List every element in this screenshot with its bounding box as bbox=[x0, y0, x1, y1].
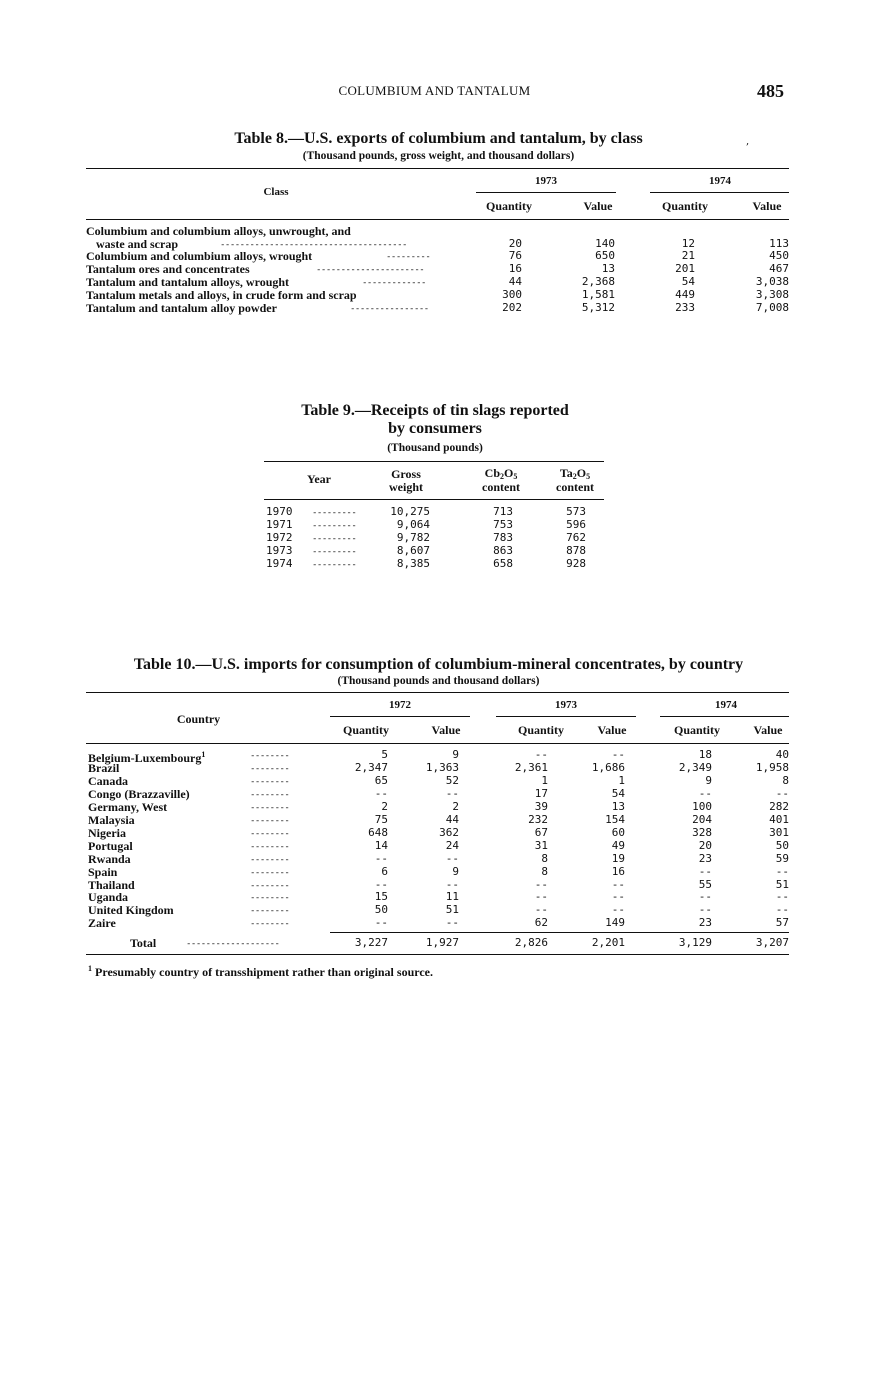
table10-title: Table 10.—U.S. imports for consumption of columbium-mineral concentrates, by country bbox=[133, 656, 744, 673]
table10-cell: 55 bbox=[698, 877, 712, 891]
table10-col-val: Value bbox=[597, 723, 627, 737]
leader-dots: -------- bbox=[250, 841, 290, 852]
table8-cell: 140 bbox=[595, 237, 615, 250]
table10-total-cell: 1,927 bbox=[425, 936, 459, 949]
table10-cell: 11 bbox=[445, 890, 459, 904]
table8-col-val-1974: Value bbox=[752, 199, 782, 213]
table9-col-content-cb: content bbox=[482, 480, 520, 494]
table9-cell: 762 bbox=[566, 531, 586, 544]
country-name: Congo (Brazzaville) bbox=[88, 786, 190, 801]
table10-cell: -- bbox=[374, 851, 388, 865]
table10-total-cell: 3,207 bbox=[755, 936, 789, 949]
table10-cell: 23 bbox=[698, 851, 712, 865]
table10-cell: 1,686 bbox=[591, 760, 625, 774]
table10-cell: -- bbox=[775, 786, 789, 800]
country-name: Thailand bbox=[88, 877, 135, 892]
table8-title: Table 8.—U.S. exports of columbium and tantalum, by class bbox=[234, 130, 643, 147]
country-name: Uganda bbox=[88, 890, 129, 905]
table10-country-label bbox=[88, 917, 116, 930]
table10-cell: 14 bbox=[374, 838, 388, 852]
table10-country-label bbox=[88, 853, 131, 866]
leader-dots: --------- bbox=[386, 252, 431, 262]
leader-dots: --------- bbox=[312, 560, 357, 570]
table8-cell: 76 bbox=[508, 249, 522, 262]
table10-cell: 328 bbox=[692, 825, 712, 839]
leader-dots: -------- bbox=[250, 919, 290, 930]
table8-cell: 44 bbox=[508, 275, 522, 288]
table10-cell: -- bbox=[534, 877, 548, 891]
table8-cell: 1,581 bbox=[581, 288, 615, 301]
table9-cell: 9,064 bbox=[396, 518, 430, 531]
table8-cell: 202 bbox=[502, 301, 522, 314]
table10-year-rule bbox=[496, 716, 636, 717]
table10-total-cell: 3,227 bbox=[354, 936, 388, 949]
table10-country-label bbox=[88, 879, 135, 892]
table10-cell: 57 bbox=[775, 916, 789, 930]
table10-cell: 401 bbox=[769, 812, 789, 826]
table8-cell: 233 bbox=[675, 301, 695, 314]
country-name: Nigeria bbox=[88, 825, 126, 840]
table10-cell: 51 bbox=[445, 903, 459, 917]
table8-cell: 12 bbox=[681, 237, 695, 250]
table10-country-label bbox=[88, 762, 119, 775]
table10-country-label bbox=[88, 788, 190, 801]
footnote-ref: 1 bbox=[201, 750, 206, 759]
leader-dots: -------- bbox=[250, 906, 290, 917]
table10-cell: 15 bbox=[374, 890, 388, 904]
table10-cell: 8 bbox=[541, 864, 548, 878]
table10-cell: 52 bbox=[445, 773, 459, 787]
table10-cell: -- bbox=[534, 890, 548, 904]
table10-cell: 8 bbox=[541, 851, 548, 865]
table10-total-cell: 3,129 bbox=[678, 936, 712, 949]
table10-cell: 18 bbox=[698, 748, 712, 761]
table8-col-class: Class bbox=[263, 186, 289, 198]
table9-cell: 863 bbox=[493, 544, 513, 557]
table8-col-qty-1974: Quantity bbox=[661, 199, 708, 213]
country-name: Portugal bbox=[88, 838, 133, 853]
table10-cell: -- bbox=[445, 851, 459, 865]
table10-cell: 2,347 bbox=[354, 760, 388, 774]
footnote-mark: 1 bbox=[88, 964, 92, 973]
table9-subtitle: (Thousand pounds) bbox=[387, 442, 483, 454]
table10-cell: -- bbox=[611, 748, 625, 761]
table10-cell: -- bbox=[445, 786, 459, 800]
table10-cell: 5 bbox=[381, 748, 388, 761]
table10-country-label bbox=[88, 814, 135, 827]
leader-dots: ---------------------- bbox=[316, 265, 425, 275]
leader-dots: ------------------- bbox=[186, 939, 280, 949]
table10-year-1973: 1973 bbox=[555, 699, 577, 711]
table10-cell: 232 bbox=[528, 812, 548, 826]
page-number: 485 bbox=[757, 81, 784, 101]
table10-cell: 9 bbox=[452, 864, 459, 878]
table8-row-label: Columbium and columbium alloys, wrought bbox=[86, 249, 313, 263]
table8-year-1974: 1974 bbox=[709, 175, 731, 187]
table10-cell: -- bbox=[775, 864, 789, 878]
table10-country-label bbox=[88, 827, 126, 840]
table10-cell: 2 bbox=[381, 799, 388, 813]
table10-cell: 50 bbox=[374, 903, 388, 917]
leader-dots: -------- bbox=[250, 828, 290, 839]
table9-year: 1971 bbox=[266, 518, 293, 531]
table8-cell: 449 bbox=[675, 288, 695, 301]
table10-cell: -- bbox=[445, 877, 459, 891]
table8-year-rule-1973 bbox=[476, 192, 616, 193]
table10-cell: 1 bbox=[541, 773, 548, 787]
table8-cell: 3,038 bbox=[755, 275, 789, 288]
table8-row-label: Tantalum ores and concentrates bbox=[86, 262, 250, 276]
table9-cell: 573 bbox=[566, 505, 586, 518]
table10-total-label: Total bbox=[130, 936, 157, 950]
table10-cell: 59 bbox=[775, 851, 789, 865]
table9-cell: 9,782 bbox=[396, 531, 430, 544]
table10-cell: 24 bbox=[445, 838, 459, 852]
table9-cell: 713 bbox=[493, 505, 513, 518]
table10-header-rule bbox=[86, 743, 789, 744]
table9-col-gross-1: Gross bbox=[391, 467, 421, 481]
table8-cell: 113 bbox=[769, 237, 789, 250]
table10-cell: -- bbox=[611, 903, 625, 917]
table10-footnote bbox=[88, 963, 433, 979]
table10-cell: 2,361 bbox=[514, 760, 548, 774]
stray-mark: , bbox=[746, 136, 750, 147]
table8-cell: 467 bbox=[769, 262, 789, 275]
table10-cell: 149 bbox=[605, 916, 625, 930]
table10-col-val: Value bbox=[431, 723, 461, 737]
table10-cell: -- bbox=[374, 877, 388, 891]
leader-dots: -------- bbox=[250, 789, 290, 800]
leader-dots: ------------- bbox=[362, 278, 426, 288]
table9-cell: 753 bbox=[493, 518, 513, 531]
table10-cell: 54 bbox=[611, 786, 625, 800]
country-name: Zaire bbox=[88, 916, 116, 931]
table8-cell: 21 bbox=[681, 249, 695, 262]
table10-col-val: Value bbox=[753, 723, 783, 737]
table8-cell: 20 bbox=[508, 237, 522, 250]
table8-cell: 2,368 bbox=[581, 275, 615, 288]
leader-dots: -------- bbox=[250, 880, 290, 891]
country-name: Brazil bbox=[88, 760, 120, 775]
table10-cell: 67 bbox=[534, 825, 548, 839]
table9-year: 1973 bbox=[266, 544, 293, 557]
table10-cell: 50 bbox=[775, 838, 789, 852]
table10-cell: -- bbox=[534, 903, 548, 917]
table9-cell: 10,275 bbox=[390, 505, 430, 518]
table10-cell: 1 bbox=[618, 773, 625, 787]
table10-total-rule bbox=[330, 932, 789, 933]
leader-dots: -------- bbox=[250, 751, 290, 761]
leader-dots: -------- bbox=[250, 867, 290, 878]
table10-cell: -- bbox=[611, 890, 625, 904]
table9-cell: 8,607 bbox=[396, 544, 430, 557]
table10-cell: -- bbox=[775, 890, 789, 904]
table9-header-rule bbox=[264, 499, 604, 500]
table10-cell: 17 bbox=[534, 786, 548, 800]
table8-subtitle: (Thousand pounds, gross weight, and thousand dollars) bbox=[302, 150, 575, 162]
table8-header-rule bbox=[86, 219, 789, 220]
country-name: Rwanda bbox=[88, 851, 131, 866]
table9-cell: 878 bbox=[566, 544, 586, 557]
table10-col-country: Country bbox=[176, 712, 221, 726]
table9-year: 1974 bbox=[266, 557, 293, 570]
table10-cell: -- bbox=[374, 786, 388, 800]
leader-dots: -------- bbox=[250, 893, 290, 904]
table10-cell: 2,349 bbox=[678, 760, 712, 774]
table8-row-label: Tantalum and tantalum alloys, wrought bbox=[86, 275, 290, 289]
table8-cell: 16 bbox=[508, 262, 522, 275]
leader-dots: --------- bbox=[312, 534, 357, 544]
table10-subtitle: (Thousand pounds and thousand dollars) bbox=[337, 675, 540, 687]
table10-cell: 19 bbox=[611, 851, 625, 865]
table8-cell: 650 bbox=[595, 249, 615, 262]
table10-year-1972: 1972 bbox=[389, 699, 411, 711]
table8-cell: 54 bbox=[681, 275, 695, 288]
leader-dots: --------- bbox=[312, 547, 357, 557]
table10-cell: 1,363 bbox=[425, 760, 459, 774]
table10-country-label bbox=[88, 904, 174, 917]
table10-cell: 8 bbox=[782, 773, 789, 787]
table10-cell: 60 bbox=[611, 825, 625, 839]
leader-dots: -------- bbox=[250, 763, 290, 774]
table8-year-1973: 1973 bbox=[535, 175, 557, 187]
leader-dots: --------- bbox=[312, 521, 357, 531]
table10-col-qty: Quantity bbox=[517, 723, 564, 737]
table10-cell: 31 bbox=[534, 838, 548, 852]
table10-country-label bbox=[88, 866, 117, 879]
table10-cell: 9 bbox=[452, 748, 459, 761]
table10-cell: -- bbox=[698, 786, 712, 800]
country-name: United Kingdom bbox=[88, 903, 174, 918]
table8-cell: 300 bbox=[502, 288, 522, 301]
table10-cell: 2 bbox=[452, 799, 459, 813]
table10-country-label bbox=[88, 840, 133, 853]
table10-col-qty: Quantity bbox=[673, 723, 720, 737]
table10-bottom-rule bbox=[86, 954, 789, 955]
table10-cell: 100 bbox=[692, 799, 712, 813]
table8-cell: 201 bbox=[675, 262, 695, 275]
table10-cell: -- bbox=[611, 877, 625, 891]
table10-cell: -- bbox=[374, 916, 388, 930]
table8-top-rule bbox=[86, 168, 789, 169]
table10-cell: -- bbox=[698, 864, 712, 878]
table9-title-line1: Table 9.—Receipts of tin slags reported bbox=[301, 402, 569, 419]
table9-cell: 783 bbox=[493, 531, 513, 544]
table10-total-cell: 2,826 bbox=[514, 936, 548, 949]
footnote-text: Presumably country of transshipment rather than original source. bbox=[95, 965, 433, 979]
leader-dots: -------- bbox=[250, 815, 290, 826]
table8-year-rule-1974 bbox=[650, 192, 789, 193]
table10-cell: 1,958 bbox=[755, 760, 789, 774]
table9-cell: 928 bbox=[566, 557, 586, 570]
table10-cell: 9 bbox=[705, 773, 712, 787]
leader-dots: -------- bbox=[250, 854, 290, 865]
table10-cell: 20 bbox=[698, 838, 712, 852]
table8-col-qty-1973: Quantity bbox=[485, 199, 532, 213]
table10-top-rule bbox=[86, 692, 789, 693]
table8-cell: 7,008 bbox=[755, 301, 789, 314]
table10-cell: 75 bbox=[374, 812, 388, 826]
table10-cell: -- bbox=[775, 903, 789, 917]
leader-dots: -------------------------------------- bbox=[220, 240, 407, 250]
table10-year-1974: 1974 bbox=[715, 699, 737, 711]
table8-row0-label-line1: Columbium and columbium alloys, unwrought, and bbox=[86, 224, 351, 238]
table8-row-label: waste and scrap bbox=[96, 237, 179, 251]
table10-total-cell: 2,201 bbox=[591, 936, 625, 949]
table8-row-label: Tantalum metals and alloys, in crude form and scrap bbox=[86, 288, 357, 302]
table10-col-qty: Quantity bbox=[342, 723, 389, 737]
table9-top-rule bbox=[264, 461, 604, 462]
table9-title-line2: by consumers bbox=[388, 420, 482, 437]
country-name: Malaysia bbox=[88, 812, 135, 827]
table8-cell: 3,308 bbox=[755, 288, 789, 301]
table9-cell: 658 bbox=[493, 557, 513, 570]
table8-cell: 5,312 bbox=[581, 301, 615, 314]
table10-year-rule bbox=[330, 716, 470, 717]
country-name: Belgium-Luxembourg bbox=[88, 751, 202, 765]
table10-cell: 40 bbox=[775, 748, 789, 761]
table10-cell: -- bbox=[534, 748, 548, 761]
table9-col-ta: $Ta_2O_5$ bbox=[559, 466, 591, 481]
leader-dots: -------- bbox=[250, 776, 290, 787]
leader-dots: -------- bbox=[250, 802, 290, 813]
leader-dots: ---------------- bbox=[350, 304, 429, 314]
table9-year: 1972 bbox=[266, 531, 293, 544]
table10-cell: 154 bbox=[605, 812, 625, 826]
country-name: Germany, West bbox=[88, 799, 168, 814]
table10-cell: 16 bbox=[611, 864, 625, 878]
table10-cell: 362 bbox=[439, 825, 459, 839]
country-name: Canada bbox=[88, 773, 129, 788]
table9-year: 1970 bbox=[266, 505, 293, 518]
table9-col-gross-2: weight bbox=[389, 480, 423, 494]
table9-cell: 596 bbox=[566, 518, 586, 531]
table9-col-year: Year bbox=[307, 472, 331, 486]
table10-country-label bbox=[88, 775, 128, 788]
table10-cell: -- bbox=[698, 890, 712, 904]
table10-cell: 44 bbox=[445, 812, 459, 826]
table9-col-content-ta: content bbox=[556, 480, 594, 494]
table10-cell: 39 bbox=[534, 799, 548, 813]
table10-country-label bbox=[88, 891, 128, 904]
table8-cell: 450 bbox=[769, 249, 789, 262]
table10-cell: 62 bbox=[534, 916, 548, 930]
table10-cell: 51 bbox=[775, 877, 789, 891]
table10-cell: 648 bbox=[368, 825, 388, 839]
running-title: COLUMBIUM AND TANTALUM bbox=[338, 83, 531, 98]
leader-dots: --------- bbox=[312, 508, 357, 518]
country-name: Spain bbox=[88, 864, 118, 879]
table10-cell: 23 bbox=[698, 916, 712, 930]
table8-row-label: Tantalum and tantalum alloy powder bbox=[86, 301, 277, 315]
table9-col-cb: $Cb_2O_5$ bbox=[484, 466, 518, 481]
table8-cell: 13 bbox=[601, 262, 615, 275]
table10-cell: -- bbox=[445, 916, 459, 930]
table9-cell: 8,385 bbox=[396, 557, 430, 570]
table10-cell: 65 bbox=[374, 773, 388, 787]
table10-cell: 204 bbox=[692, 812, 712, 826]
table10-cell: 301 bbox=[769, 825, 789, 839]
table10-cell: 49 bbox=[611, 838, 625, 852]
table10-cell: -- bbox=[698, 903, 712, 917]
table10-year-rule bbox=[660, 716, 789, 717]
table8-col-val-1973: Value bbox=[583, 199, 613, 213]
table10-country-label bbox=[88, 801, 167, 814]
table10-cell: 13 bbox=[611, 799, 625, 813]
table10-cell: 6 bbox=[381, 864, 388, 878]
table10-cell: 282 bbox=[769, 799, 789, 813]
